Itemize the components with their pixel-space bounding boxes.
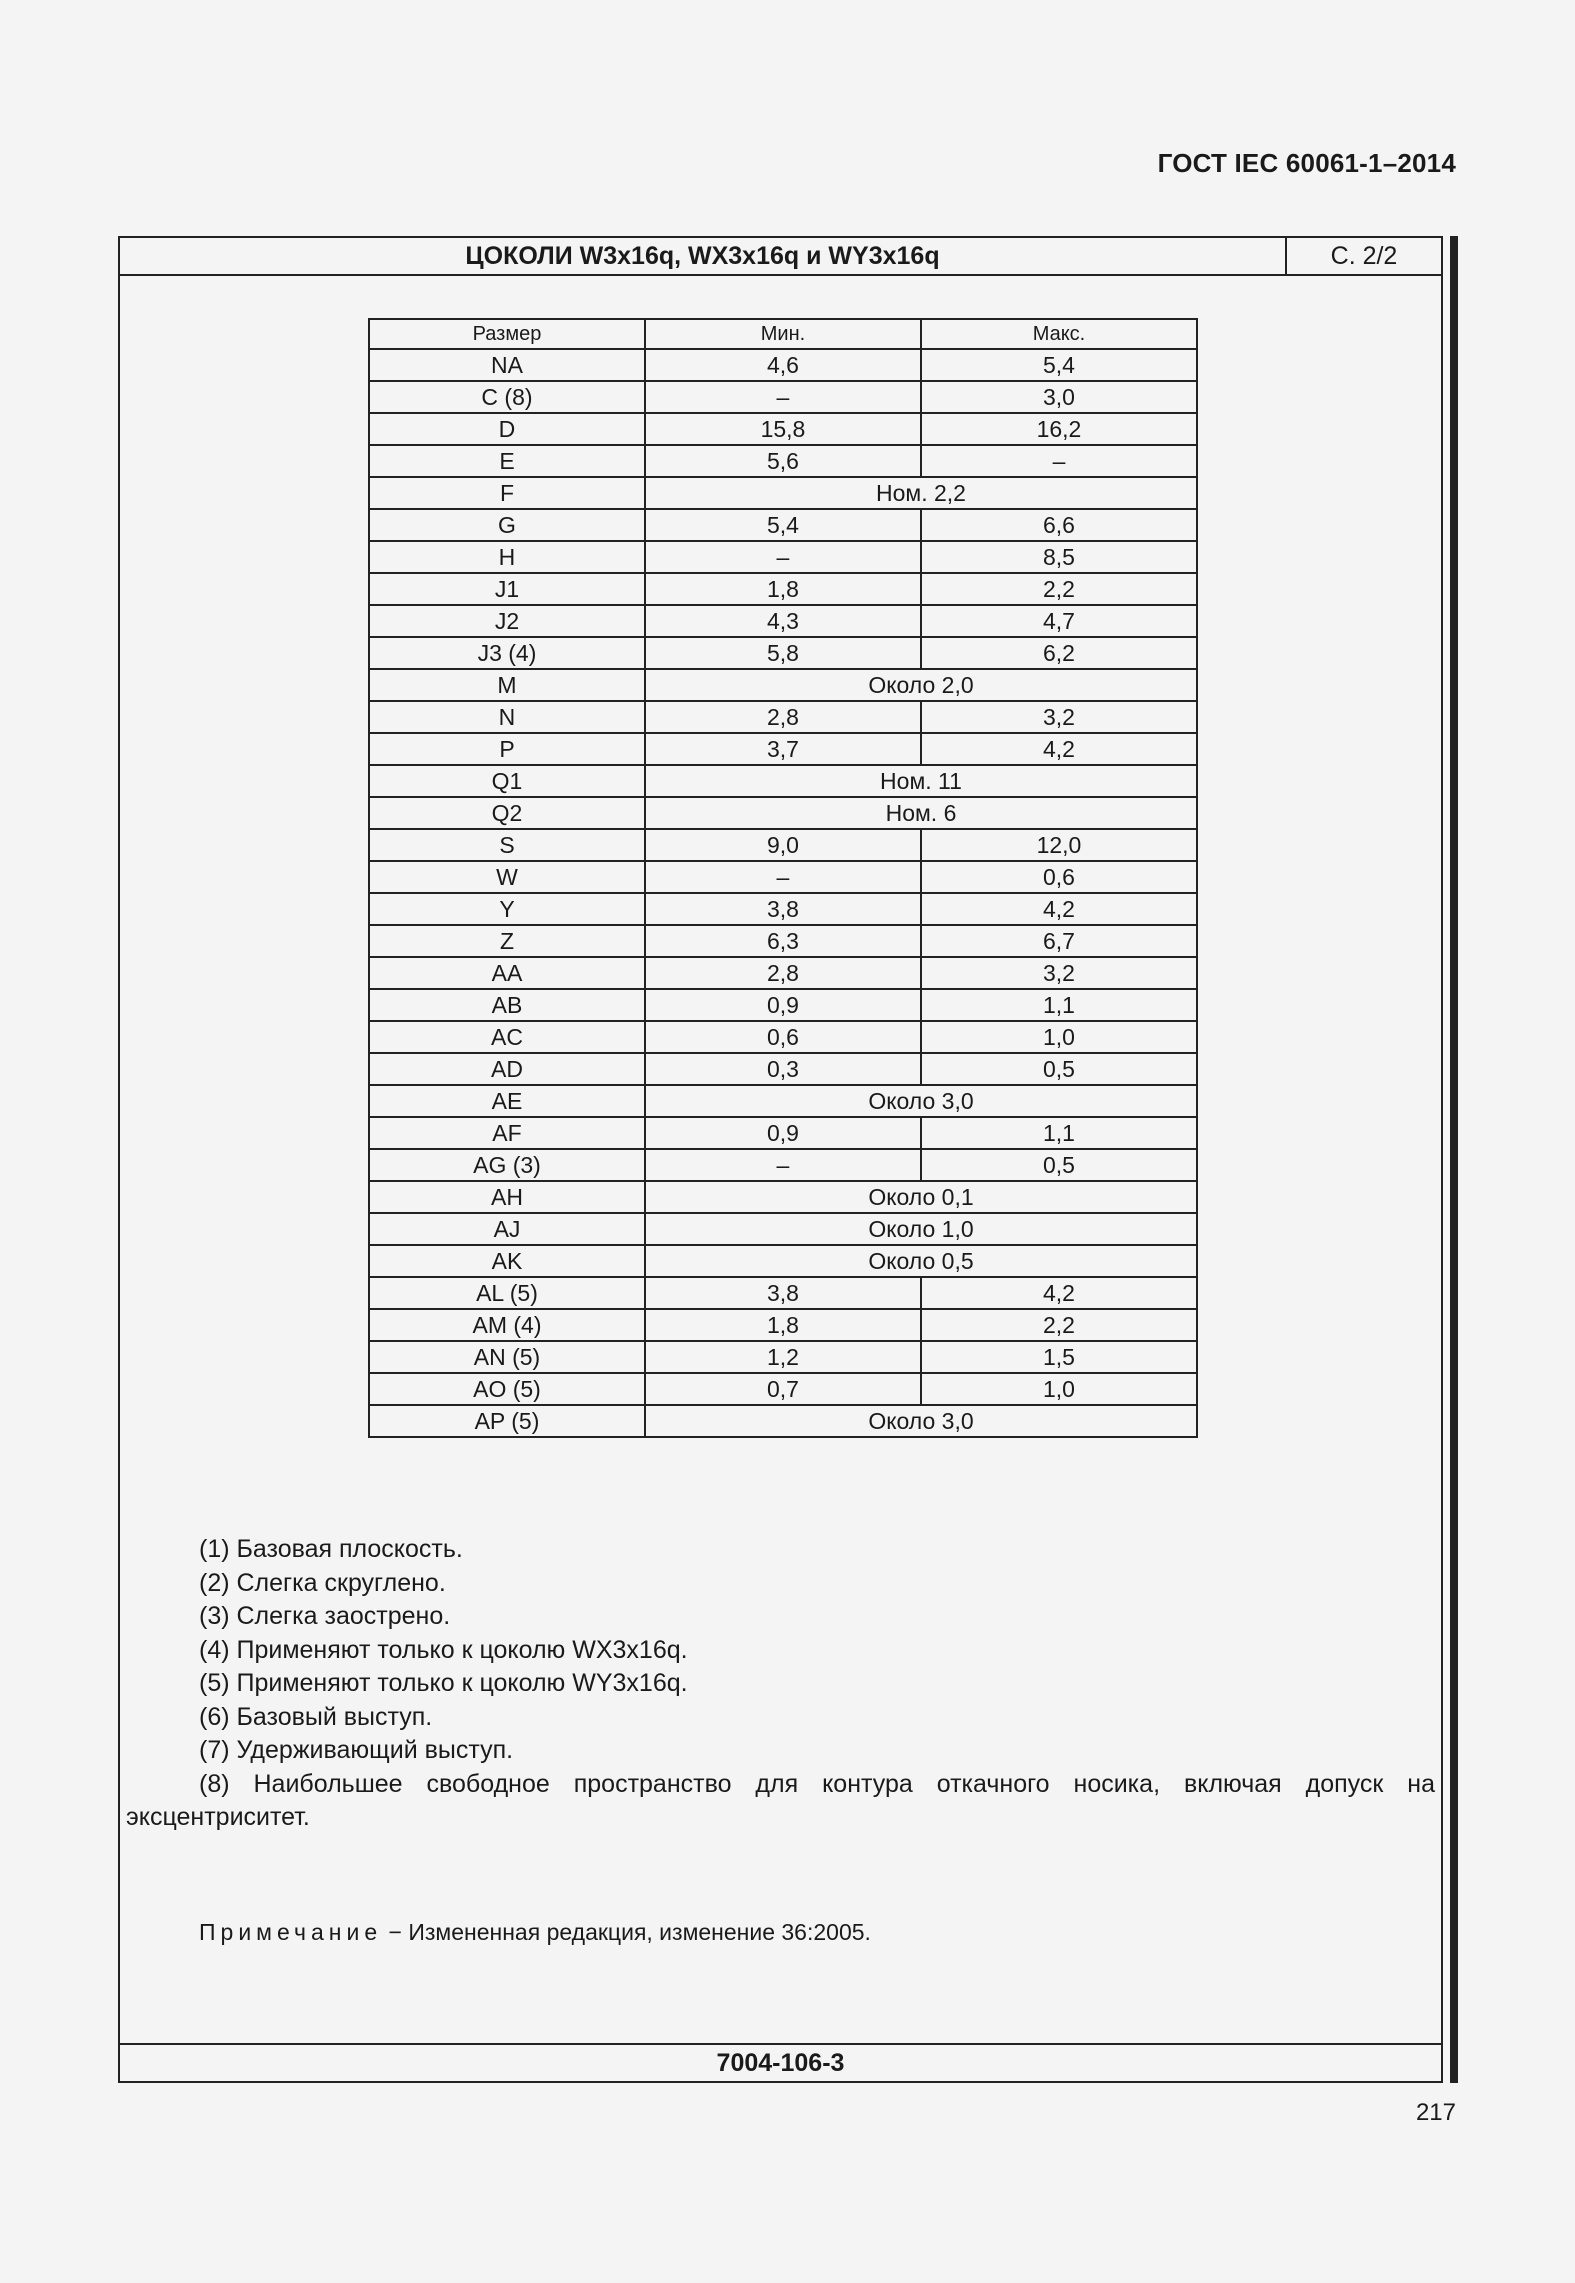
footnote: (3) Слегка заострено. [199, 1602, 451, 1630]
table-row [369, 829, 1197, 861]
cell-min: 0,3 [645, 1053, 921, 1085]
cell-size: J2 [369, 605, 645, 637]
remark [199, 1919, 871, 1946]
cell-max: 1,0 [921, 1021, 1197, 1053]
table-body [369, 349, 1197, 1437]
cell-min: 4,3 [645, 605, 921, 637]
table-row [369, 1309, 1197, 1341]
cell-size: P [369, 733, 645, 765]
cell-max: 3,2 [921, 701, 1197, 733]
cell-min: 2,8 [645, 701, 921, 733]
cell-max: 12,0 [921, 829, 1197, 861]
sheet-page-ref: С. 2/2 [1285, 238, 1441, 274]
cell-size: AP (5) [369, 1405, 645, 1437]
cell-max: 6,2 [921, 637, 1197, 669]
cell-size: AA [369, 957, 645, 989]
table-row [369, 1373, 1197, 1405]
table-row [369, 573, 1197, 605]
cell-size: AK [369, 1245, 645, 1277]
cell-min: – [645, 541, 921, 573]
cell-max: 6,6 [921, 509, 1197, 541]
footnotes [126, 1533, 1435, 1835]
cell-min: 6,3 [645, 925, 921, 957]
cell-size: AB [369, 989, 645, 1021]
cell-size: AL (5) [369, 1277, 645, 1309]
cell-size: H [369, 541, 645, 573]
cell-size: J1 [369, 573, 645, 605]
standard-header: ГОСТ IEC 60061-1–2014 [1157, 148, 1456, 178]
cell-nominal: Около 3,0 [645, 1405, 1197, 1437]
column-header-max: Макс. [921, 319, 1197, 349]
cell-size: AO (5) [369, 1373, 645, 1405]
cell-size: Y [369, 893, 645, 925]
table-row [369, 1021, 1197, 1053]
cell-max: 1,1 [921, 989, 1197, 1021]
cell-size: S [369, 829, 645, 861]
cell-max: 4,2 [921, 1277, 1197, 1309]
table-row [369, 733, 1197, 765]
cell-min: 1,8 [645, 573, 921, 605]
table-row [369, 765, 1197, 797]
table-row [369, 509, 1197, 541]
cell-min: – [645, 861, 921, 893]
footnote: (4) Применяют только к цоколю WX3x16q. [199, 1635, 688, 1664]
table-row [369, 797, 1197, 829]
cell-min: 3,8 [645, 893, 921, 925]
cell-max: 8,5 [921, 541, 1197, 573]
cell-size: AN (5) [369, 1341, 645, 1373]
table-row [369, 381, 1197, 413]
cell-min: 1,2 [645, 1341, 921, 1373]
cell-size: AE [369, 1085, 645, 1117]
cell-nominal: Ном. 2,2 [645, 477, 1197, 509]
table-row [369, 1277, 1197, 1309]
sheet-title: ЦОКОЛИ W3x16q, WX3x16q и WY3x16q [465, 242, 940, 270]
cell-size: Q2 [369, 797, 645, 829]
cell-max: 5,4 [921, 349, 1197, 381]
cell-size: Q1 [369, 765, 645, 797]
table-row [369, 477, 1197, 509]
cell-max: – [921, 445, 1197, 477]
cell-nominal: Около 3,0 [645, 1085, 1197, 1117]
column-header-min: Мин. [645, 319, 921, 349]
table-row [369, 445, 1197, 477]
cell-max: 3,2 [921, 957, 1197, 989]
cell-min: 4,6 [645, 349, 921, 381]
cell-size: N [369, 701, 645, 733]
cell-max: 3,0 [921, 381, 1197, 413]
cell-nominal: Около 2,0 [645, 669, 1197, 701]
table-row [369, 861, 1197, 893]
remark-label: Примечание [199, 1919, 383, 1945]
table-row [369, 1213, 1197, 1245]
table-row [369, 893, 1197, 925]
cell-max: 4,2 [921, 893, 1197, 925]
cell-min: 0,6 [645, 1021, 921, 1053]
cell-min: 15,8 [645, 413, 921, 445]
cell-size: AC [369, 1021, 645, 1053]
cell-min: – [645, 1149, 921, 1181]
cell-size: AM (4) [369, 1309, 645, 1341]
table-row [369, 605, 1197, 637]
cell-max: 4,7 [921, 605, 1197, 637]
cell-max: 2,2 [921, 1309, 1197, 1341]
cell-min: 0,9 [645, 989, 921, 1021]
table-row [369, 669, 1197, 701]
cell-min: 0,7 [645, 1373, 921, 1405]
table-row [369, 541, 1197, 573]
footnote: (5) Применяют только к цоколю WY3x16q. [199, 1669, 688, 1697]
cell-nominal: Около 0,1 [645, 1181, 1197, 1213]
cell-max: 16,2 [921, 413, 1197, 445]
cell-max: 4,2 [921, 733, 1197, 765]
cell-min: – [645, 381, 921, 413]
table-row [369, 1341, 1197, 1373]
table-row [369, 637, 1197, 669]
footnote: (6) Базовый выступ. [199, 1702, 433, 1731]
cell-nominal: Ном. 11 [645, 765, 1197, 797]
sheet-title-row [120, 238, 1441, 276]
cell-size: D [369, 413, 645, 445]
table-row [369, 957, 1197, 989]
cell-max: 2,2 [921, 573, 1197, 605]
remark-text: − Измененная редакция, изменение 36:2005. [382, 1919, 871, 1945]
cell-max: 1,5 [921, 1341, 1197, 1373]
frame-edge [1450, 236, 1458, 2083]
sheet-frame [118, 236, 1443, 2083]
cell-min: 9,0 [645, 829, 921, 861]
table-row [369, 1405, 1197, 1437]
column-header-size: Размер [369, 319, 645, 349]
cell-max: 0,5 [921, 1053, 1197, 1085]
table-row [369, 1181, 1197, 1213]
cell-size: AF [369, 1117, 645, 1149]
cell-size: C (8) [369, 381, 645, 413]
cell-size: AG (3) [369, 1149, 645, 1181]
cell-max: 0,6 [921, 861, 1197, 893]
cell-size: F [369, 477, 645, 509]
dimensions-table [368, 318, 1198, 1438]
table-row [369, 989, 1197, 1021]
footnote: (7) Удерживающий выступ. [199, 1736, 514, 1764]
cell-nominal: Ном. 6 [645, 797, 1197, 829]
cell-min: 5,6 [645, 445, 921, 477]
cell-size: AH [369, 1181, 645, 1213]
cell-nominal: Около 1,0 [645, 1213, 1197, 1245]
footnote: (1) Базовая плоскость. [199, 1535, 463, 1563]
table-header-row [369, 319, 1197, 349]
cell-min: 0,9 [645, 1117, 921, 1149]
table-row [369, 413, 1197, 445]
table-row [369, 1053, 1197, 1085]
cell-max: 6,7 [921, 925, 1197, 957]
cell-size: AJ [369, 1213, 645, 1245]
cell-size: M [369, 669, 645, 701]
table-row [369, 925, 1197, 957]
cell-min: 3,7 [645, 733, 921, 765]
cell-size: NA [369, 349, 645, 381]
cell-size: E [369, 445, 645, 477]
footnote: (2) Слегка скруглено. [199, 1568, 446, 1597]
cell-size: J3 (4) [369, 637, 645, 669]
cell-max: 1,1 [921, 1117, 1197, 1149]
table-row [369, 701, 1197, 733]
table-row [369, 1085, 1197, 1117]
cell-min: 1,8 [645, 1309, 921, 1341]
cell-min: 2,8 [645, 957, 921, 989]
cell-nominal: Около 0,5 [645, 1245, 1197, 1277]
cell-size: G [369, 509, 645, 541]
footnote: (8) Наибольшее свободное пространство для контура откачного носика, включая допуск на эксцентриситет. [126, 1769, 1435, 1831]
table-row [369, 349, 1197, 381]
cell-max: 1,0 [921, 1373, 1197, 1405]
sheet-code: 7004-106-3 [120, 2043, 1441, 2081]
cell-min: 5,4 [645, 509, 921, 541]
table-row [369, 1245, 1197, 1277]
cell-max: 0,5 [921, 1149, 1197, 1181]
page-number: 217 [1415, 2099, 1456, 2126]
cell-size: W [369, 861, 645, 893]
cell-min: 5,8 [645, 637, 921, 669]
table-row [369, 1149, 1197, 1181]
cell-min: 3,8 [645, 1277, 921, 1309]
cell-size: AD [369, 1053, 645, 1085]
cell-size: Z [369, 925, 645, 957]
table-row [369, 1117, 1197, 1149]
